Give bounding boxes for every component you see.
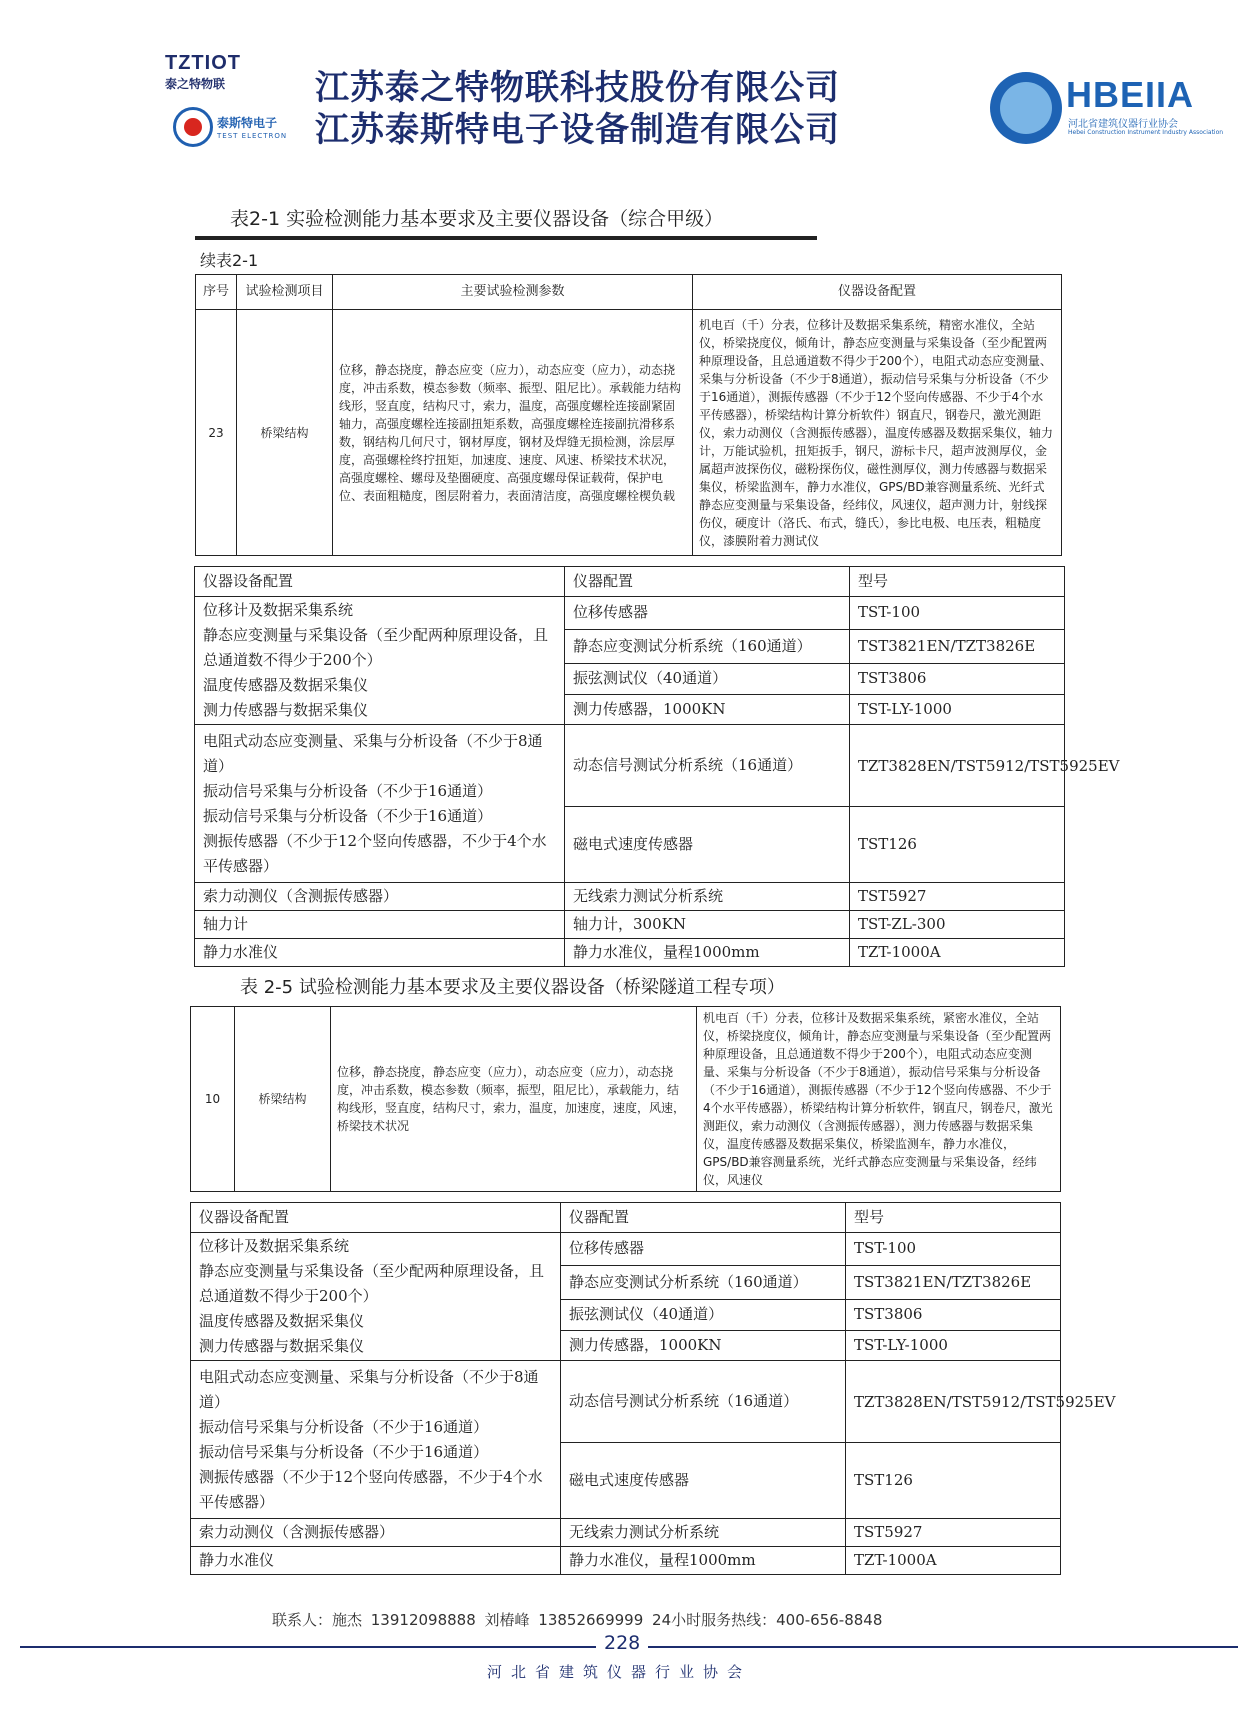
config-item: 测振传感器（不少于12个竖向传感器，不少于4个水平传感器） <box>199 1467 543 1511</box>
contact-info: 联系人：施杰 13912098888 刘椿峰 13852669999 24小时服务热线：400-656-8848 <box>272 1611 883 1629</box>
config-item: 温度传感器及数据采集仪 <box>203 676 369 694</box>
instr-cell: 轴力计，300KN <box>565 911 850 939</box>
table1-row-item: 桥梁结构 <box>237 310 333 556</box>
association-logo-en: Hebei Construction Instrument Industry Association <box>1068 129 1224 136</box>
model-cell: TZT-1000A <box>846 1547 1061 1575</box>
instr-cell: 振弦测试仪（40通道） <box>561 1300 846 1330</box>
instr-cell: 测力传感器，1000KN <box>565 694 850 725</box>
config-item: 位移计及数据采集系统 <box>199 1237 350 1255</box>
model-cell: TST-LY-1000 <box>850 694 1065 725</box>
instr-cell: 位移传感器 <box>565 597 850 630</box>
model-cell: TZT-1000A <box>850 939 1065 967</box>
table1-header-item: 试验检测项目 <box>237 275 333 310</box>
model-cell: TZT3828EN/TST5912/TST5925EV <box>850 725 1065 807</box>
instr-cell: 静态应变测试分析系统（160通道） <box>565 629 850 664</box>
config-cell: 轴力计 <box>195 911 565 939</box>
config-table-1 <box>194 566 1120 967</box>
table2-row-params: 位移，静态挠度，静态应变（应力），动态应变（应力），动态挠度，冲击系数，模态参数（频率，振型，阻尼比），承载能力，结构线形，竖直度，结构尺寸，索力，温度，加速度，速度，风速，桥梁技术状况 <box>331 1007 697 1192</box>
instr-cell: 磁电式速度传感器 <box>561 1443 846 1519</box>
table2-row-item: 桥梁结构 <box>235 1007 331 1192</box>
model-cell: TST5927 <box>846 1519 1061 1547</box>
config-item: 振动信号采集与分析设备（不少于16通道） <box>199 1417 489 1436</box>
instr-cell: 静力水准仪，量程1000mm <box>561 1547 846 1575</box>
model-cell: TST3806 <box>850 664 1065 694</box>
page-number: 228 <box>596 1632 648 1654</box>
company-logos <box>165 52 295 150</box>
model-cell: TST3821EN/TZT3826E <box>850 629 1065 664</box>
instr-cell: 无线索力测试分析系统 <box>565 883 850 911</box>
model-cell: TST126 <box>850 807 1065 883</box>
config2-header-instr: 仪器配置 <box>561 1203 846 1233</box>
config-item: 静态应变测量与采集设备（至少配两种原理设备，且总通道数不得少于200个） <box>199 1262 545 1305</box>
config1-header-instr: 仪器配置 <box>565 567 850 597</box>
company-name-2: 江苏泰斯特电子设备制造有限公司 <box>315 110 840 150</box>
footer-association: 河北省建筑仪器行业协会 <box>487 1663 752 1681</box>
config-item: 测力传感器与数据采集仪 <box>199 1337 365 1355</box>
config-item: 电阻式动态应变测量、采集与分析设备（不少于8通道） <box>203 731 543 775</box>
table1-title: 表2-1 实验检测能力基本要求及主要仪器设备（综合甲级） <box>230 208 724 230</box>
config1-group-b <box>195 725 565 883</box>
table2-row-equipment: 机电百（千）分表，位移计及数据采集系统，紧密水准仪，全站仪，桥梁挠度仪，倾角计，静态应变测量与采集设备（至少配置两种原理设备，且总通道数不得少于200个），电阻式动态应变测量、采集与分析设备（不少于8通道），振动信号采集与分析设备（不少于16通道），测振传感器（不少于12个竖向传感器、不少于4个水平传感器），桥梁结构计算分析软件，钢直尺，钢卷尺，激光测距仪，索力动测仪（含测振传感器），测力传感器与数据采集仪，温度传感器及数据采集仪，桥梁监测车，静力水准仪，GPS/BD兼容测量系统，光纤式静态应变测量与采集设备，经纬仪，风速仪 <box>697 1007 1061 1192</box>
config2-group-a <box>191 1233 561 1361</box>
model-cell: TST3821EN/TZT3826E <box>846 1265 1061 1300</box>
test-electron-en: TEST ELECTRON <box>217 132 288 140</box>
table2-row-no: 10 <box>191 1007 235 1192</box>
tztiot-logo: TZTIOT <box>165 52 241 74</box>
tztiot-logo-cn: 泰之特物联 <box>165 77 226 91</box>
model-cell: TZT3828EN/TST5912/TST5925EV <box>846 1361 1061 1443</box>
instr-cell: 动态信号测试分析系统（16通道） <box>561 1361 846 1443</box>
table1-header-params: 主要试验检测参数 <box>333 275 693 310</box>
instr-cell: 振弦测试仪（40通道） <box>565 664 850 694</box>
config2-group-b <box>191 1361 561 1519</box>
instr-cell: 测力传感器，1000KN <box>561 1330 846 1361</box>
config2-header-config: 仪器设备配置 <box>191 1203 561 1233</box>
config-item: 温度传感器及数据采集仪 <box>199 1312 365 1330</box>
table1-row-equipment: 机电百（千）分表，位移计及数据采集系统，精密水准仪，全站仪，桥梁挠度仪，倾角计，静态应变测量与采集设备（至少配置两种原理设备，且总通道数不得少于200个），电阻式动态应变测量、采集与分析设备（不少于8通道），振动信号采集与分析设备（不少于16通道），测振传感器（不少于12个竖向传感器、不少于4个水平传感器），桥梁结构计算分析软件）钢直尺，钢卷尺，激光测距仪，索力动测仪（含测振传感器），温度传感器及数据采集仪，轴力计，万能试验机，扭矩扳手，钢尺，游标卡尺，超声波测厚仪，金属超声波探伤仪，磁粉探伤仪，磁性测厚仪，测力传感器与数据采集仪，桥梁监测车，静力水准仪，GPS/BD兼容测量系统、光纤式静态应变测量与采集设备，经纬仪，风速仪，超声测力计，射线探伤仪，硬度计（洛氏、布式，缝氏），参比电极、电压表，粗糙度仪，漆膜附着力测试仪 <box>693 310 1062 556</box>
company-name-1: 江苏泰之特物联科技股份有限公司 <box>315 68 840 108</box>
config-cell: 静力水准仪 <box>191 1547 561 1575</box>
table1-header-equipment: 仪器设备配置 <box>693 275 1062 310</box>
table2 <box>190 1006 1061 1192</box>
instr-cell: 动态信号测试分析系统（16通道） <box>565 725 850 807</box>
table1 <box>195 274 1062 556</box>
config2-header-model: 型号 <box>846 1203 1061 1233</box>
test-electron-cn: 泰斯特电子 <box>217 116 278 130</box>
config-item: 振动信号采集与分析设备（不少于16通道） <box>199 1442 489 1461</box>
test-electron-logo-icon <box>173 107 213 147</box>
table1-subtitle: 续表2-1 <box>200 251 259 270</box>
model-cell: TST5927 <box>850 883 1065 911</box>
config-cell: 索力动测仪（含测振传感器） <box>195 883 565 911</box>
instr-cell: 位移传感器 <box>561 1233 846 1266</box>
config-item: 电阻式动态应变测量、采集与分析设备（不少于8通道） <box>199 1367 539 1411</box>
association-logo-cn: 河北省建筑仪器行业协会 <box>1068 119 1178 130</box>
instr-cell: 磁电式速度传感器 <box>565 807 850 883</box>
config1-header-config: 仪器设备配置 <box>195 567 565 597</box>
model-cell: TST-LY-1000 <box>846 1330 1061 1361</box>
table1-row-no: 23 <box>196 310 237 556</box>
instr-cell: 无线索力测试分析系统 <box>561 1519 846 1547</box>
instr-cell: 静态应变测试分析系统（160通道） <box>561 1265 846 1300</box>
association-logo-text: HBEIIA <box>1066 74 1195 115</box>
association-logo-icon <box>990 72 1062 144</box>
model-cell: TST3806 <box>846 1300 1061 1330</box>
table1-header-no: 序号 <box>196 275 237 310</box>
table2-title: 表 2-5 试验检测能力基本要求及主要仪器设备（桥梁隧道工程专项） <box>240 977 785 998</box>
config-cell: 索力动测仪（含测振传感器） <box>191 1519 561 1547</box>
model-cell: TST-ZL-300 <box>850 911 1065 939</box>
config-table-2 <box>190 1202 1116 1575</box>
config-item: 振动信号采集与分析设备（不少于16通道） <box>203 781 493 800</box>
title-underline <box>195 236 817 240</box>
config-item: 位移计及数据采集系统 <box>203 601 354 619</box>
table1-row-params: 位移，静态挠度，静态应变（应力），动态应变（应力），动态挠度，冲击系数，模态参数（频率、振型、阻尼比）。承载能力结构线形，竖直度，结构尺寸，索力，温度，高强度螺栓连接副紧固轴力，高强度螺栓连接副扭矩系数，高强度螺栓连接副抗滑移系数，钢结构几何尺寸，钢材厚度，钢材及焊缝无损检测，涂层厚度，高强螺栓终拧扭矩，加速度、速度、风速、桥梁技术状况，高强度螺栓、螺母及垫圈硬度、高强度螺母保证载荷，保护电位、表面粗糙度，图层附着力，表面清洁度，高强度螺栓楔负载 <box>333 310 693 556</box>
model-cell: TST-100 <box>846 1233 1061 1266</box>
config-item: 测力传感器与数据采集仪 <box>203 701 369 719</box>
config-item: 测振传感器（不少于12个竖向传感器，不少于4个水平传感器） <box>203 831 547 875</box>
config-item: 振动信号采集与分析设备（不少于16通道） <box>203 806 493 825</box>
config-item: 静态应变测量与采集设备（至少配两种原理设备，且总通道数不得少于200个） <box>203 626 549 669</box>
model-cell: TST126 <box>846 1443 1061 1519</box>
config-cell: 静力水准仪 <box>195 939 565 967</box>
config1-header-model: 型号 <box>850 567 1065 597</box>
model-cell: TST-100 <box>850 597 1065 630</box>
config1-group-a <box>195 597 565 725</box>
instr-cell: 静力水准仪，量程1000mm <box>565 939 850 967</box>
